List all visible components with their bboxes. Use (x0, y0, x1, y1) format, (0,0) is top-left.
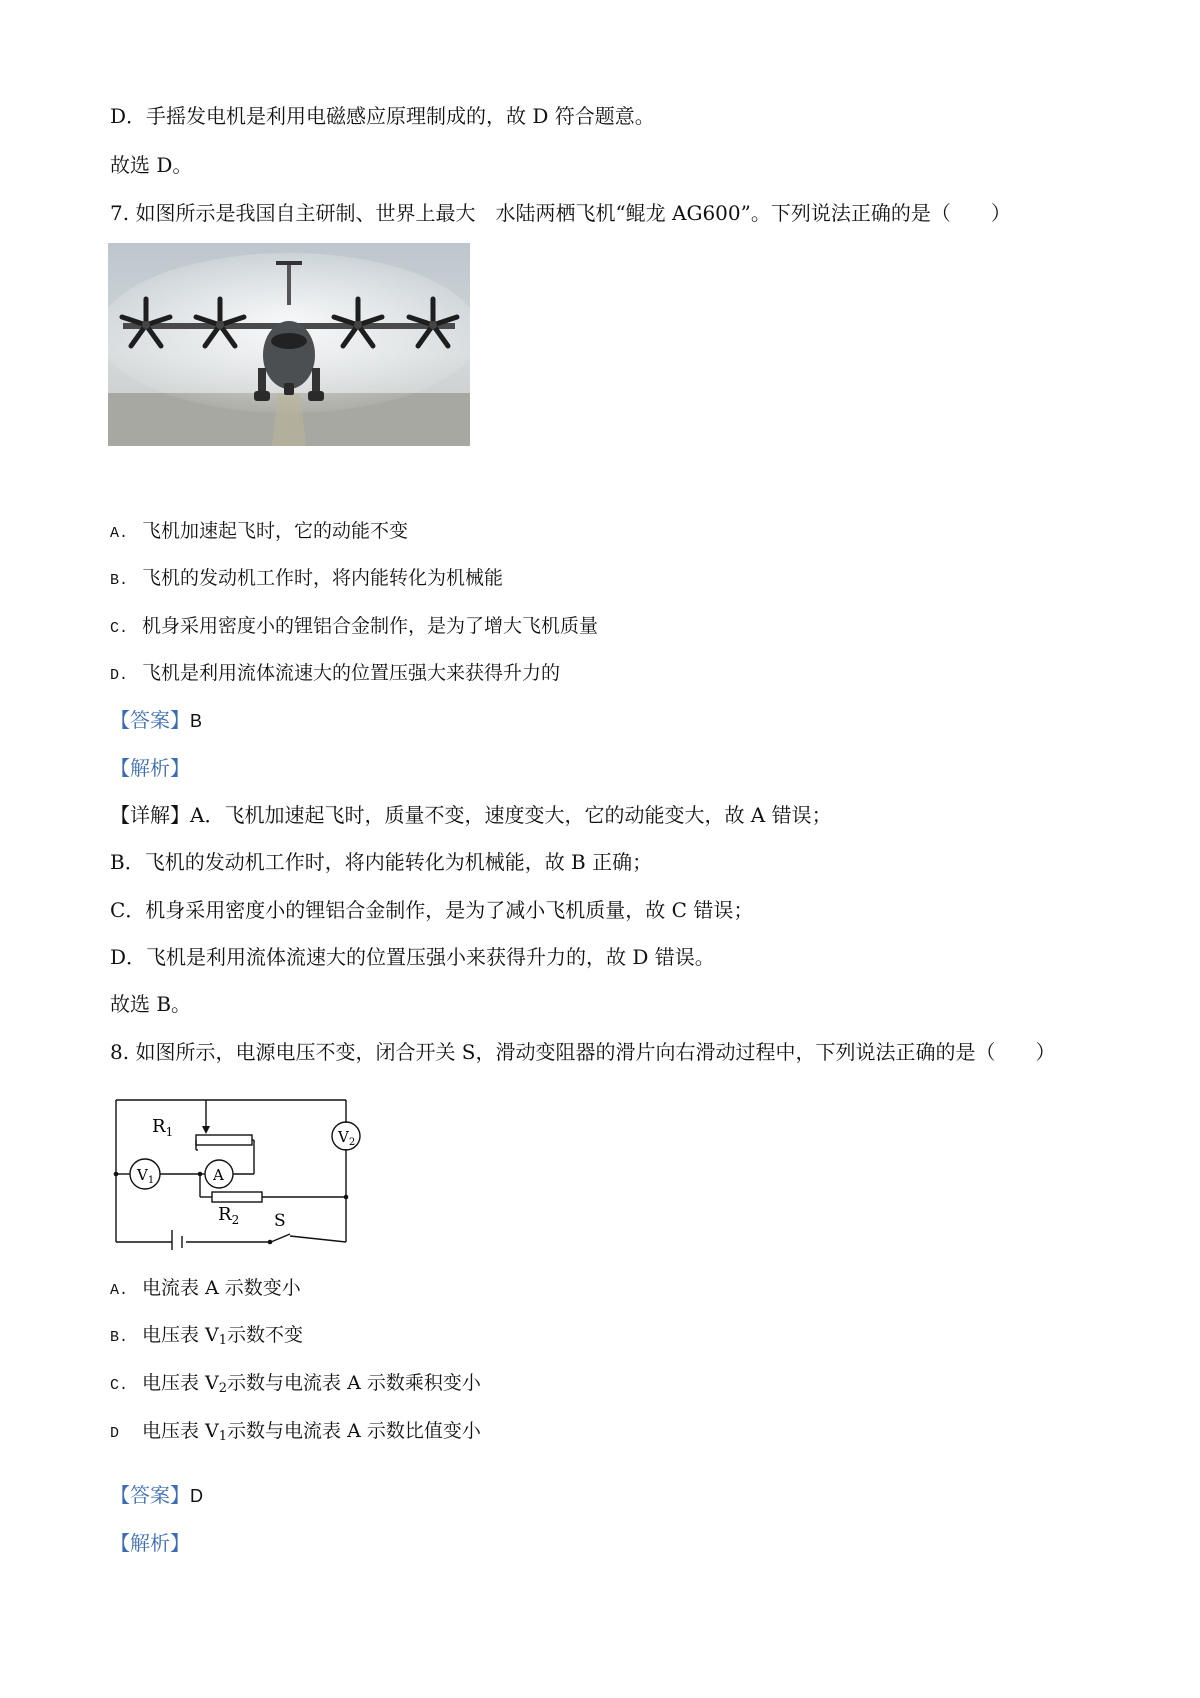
q8-option-b: B. 电压表 $V_1$示数不变 (110, 1324, 304, 1348)
svg-text:V2: $V_2$ (338, 1128, 356, 1148)
question-7: 7. 如图所示是我国自主研制、世界上最大 水陆两栖飞机“鲲龙 AG600”。下列说法正确的是（ ） (110, 201, 1011, 225)
text-line: 故选 D。 (110, 153, 193, 177)
svg-text:R1: $R_1$ (152, 1116, 174, 1139)
circuit-diagram (110, 1090, 372, 1250)
q7-option-d: D. 飞机是利用流体流速大的位置压强大来获得升力的 (110, 662, 561, 684)
q7-detail-d: D．飞机是利用流体流速大的位置压强小来获得升力的，故 D 错误。 (110, 945, 715, 969)
text-line: D．手摇发电机是利用电磁感应原理制成的，故 D 符合题意。 (110, 104, 655, 128)
q7-conclusion: 故选 B。 (110, 992, 192, 1016)
svg-text:V1: $V_1$ (137, 1166, 155, 1186)
q8-analysis-heading: 【解析】 (110, 1531, 190, 1555)
q8-option-c: C. 电压表 $V_2$示数与电流表 A 示数乘积变小 (110, 1372, 481, 1396)
q7-detail-c: C．机身采用密度小的锂铝合金制作，是为了减小飞机质量，故 C 错误； (110, 898, 754, 922)
svg-text:A: A (213, 1166, 224, 1184)
svg-text:S: S (274, 1211, 286, 1231)
q7-option-b: B. 飞机的发动机工作时，将内能转化为机械能 (110, 567, 504, 589)
question-8: 8. 如图所示，电源电压不变，闭合开关 S，滑动变阻器的滑片向右滑动过程中，下列说法正确的是（ ） (110, 1040, 1056, 1064)
seaplane-photo (108, 243, 470, 446)
svg-text:R2: $R_2$ (218, 1204, 240, 1227)
q8-answer: 【答案】D (110, 1483, 203, 1507)
q7-detail-b: B．飞机的发动机工作时，将内能转化为机械能，故 B 正确； (110, 850, 653, 874)
q7-answer: 【答案】B (110, 708, 203, 732)
q7-option-c: C. 机身采用密度小的锂铝合金制作，是为了增大飞机质量 (110, 615, 599, 637)
q7-analysis-heading: 【解析】 (110, 756, 190, 780)
q8-option-a: A. 电流表 A 示数变小 (110, 1277, 301, 1299)
q7-option-a: A. 飞机加速起飞时，它的动能不变 (110, 520, 409, 542)
q7-detail-a: 【详解】A．飞机加速起飞时，质量不变，速度变大，它的动能变大，故 A 错误； (110, 803, 832, 827)
q8-option-d: D 电压表 $V_1$示数与电流表 A 示数比值变小 (110, 1420, 481, 1444)
